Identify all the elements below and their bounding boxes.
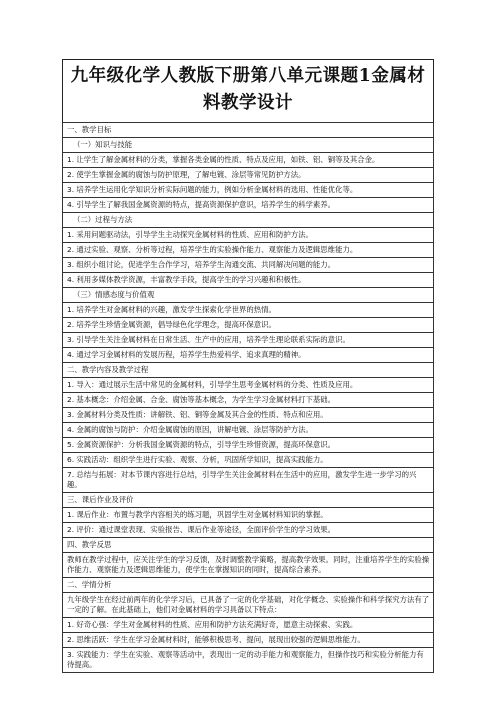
content-line: 3. 实践能力：学生在实验、观察等活动中，表现出一定的动手能力和观察能力，但操作技巧和实验分析能力有待提高。 (63, 648, 434, 673)
table-row (63, 138, 434, 153)
section-heading: 一、教学目标 (63, 123, 434, 138)
content-line: 1. 导入：通过展示生活中常见的金属材料，引导学生思考金属材料的分类、性质及应用。 (63, 378, 434, 393)
table-row (63, 123, 434, 138)
subsection-heading: （一）知识与技能 (63, 138, 434, 153)
content-line: 3. 组织小组讨论，促进学生合作学习，培养学生沟通交流、共同解决问题的能力。 (63, 258, 434, 273)
content-line: 九年级学生在经过前两年的化学学习后，已具备了一定的化学基础，对化学概念、实验操作和科学探究方法有了一定的了解。在此基础上，他们对金属材料的学习具备以下特点： (63, 593, 434, 618)
table-row (63, 423, 434, 438)
content-line: 1. 采用问题驱动法，引导学生主动探究金属材料的性质、应用和防护方法。 (63, 228, 434, 243)
table-row (63, 553, 434, 578)
table-row (63, 493, 434, 508)
document-title: 九年级化学人教版下册第八单元课题1金属材料教学设计 (62, 59, 434, 122)
table-row (63, 578, 434, 593)
table-row (63, 243, 434, 258)
section-heading: 二、学情分析 (63, 578, 434, 593)
table-row (63, 648, 434, 673)
table-row (63, 303, 434, 318)
content-table (62, 122, 434, 673)
table-row (63, 333, 434, 348)
table-row (63, 183, 434, 198)
content-line: 3. 培养学生运用化学知识分析实际问题的能力，例如分析金属材料的选用、性能优化等。 (63, 183, 434, 198)
table-row (63, 523, 434, 538)
table-row (63, 408, 434, 423)
content-line: 3. 引导学生关注金属材料在日常生活、生产中的应用，培养学生理论联系实际的意识。 (63, 333, 434, 348)
section-heading: 四、教学反思 (63, 538, 434, 553)
section-heading: 二、教学内容及教学过程 (63, 363, 434, 378)
content-line: 4. 通过学习金属材料的发展历程，培养学生热爱科学、追求真理的精神。 (63, 348, 434, 363)
table-row (63, 453, 434, 468)
content-line: 4. 金属的腐蚀与防护：介绍金属腐蚀的原因，讲解电镀、涂层等防护方法。 (63, 423, 434, 438)
content-line: 教师在教学过程中，应关注学生的学习反馈，及时调整教学策略，提高教学效果。同时，注重培养学生的实验操作能力、观察能力及逻辑思维能力，使学生在掌握知识的同时，提高综合素养。 (63, 553, 434, 578)
table-row (63, 468, 434, 493)
content-line: 4. 利用多媒体教学资源，丰富教学手段，提高学生的学习兴趣和积极性。 (63, 273, 434, 288)
content-line: 2. 评价：通过课堂表现、实验报告、课后作业等途径，全面评价学生的学习效果。 (63, 523, 434, 538)
content-line: 2. 思维活跃：学生在学习金属材料时，能够积极思考、提问，展现出较强的逻辑思维能力。 (63, 633, 434, 648)
content-line: 6. 实践活动：组织学生进行实验、观察、分析，巩固所学知识，提高实践能力。 (63, 453, 434, 468)
content-line: 7. 总结与拓展：对本节课内容进行总结，引导学生关注金属材料在生活中的应用，激发学生进一步学习的兴趣。 (63, 468, 434, 493)
table-row (63, 618, 434, 633)
content-line: 4. 引导学生了解我国金属资源的特点，提高资源保护意识，培养学生的科学素养。 (63, 198, 434, 213)
table-row (63, 258, 434, 273)
table-row (63, 378, 434, 393)
table-row (63, 288, 434, 303)
content-line: 3. 金属材料分类及性质：讲解铁、铝、铜等金属及其合金的性质、特点和应用。 (63, 408, 434, 423)
table-row (63, 228, 434, 243)
table-row (63, 438, 434, 453)
content-line: 1. 好奇心强：学生对金属材料的性质、应用和防护方法充满好奇，愿意主动探索、实践。 (63, 618, 434, 633)
section-heading: 三、课后作业及评价 (63, 493, 434, 508)
table-row (63, 348, 434, 363)
table-row (63, 508, 434, 523)
content-line: 1. 让学生了解金属材料的分类，掌握各类金属的性质、特点及应用，如铁、铝、铜等及其合金。 (63, 153, 434, 168)
content-line: 1. 课后作业：布置与教学内容相关的练习题，巩固学生对金属材料知识的掌握。 (63, 508, 434, 523)
table-row (63, 393, 434, 408)
content-line: 2. 使学生掌握金属的腐蚀与防护原理，了解电镀、涂层等常见防护方法。 (63, 168, 434, 183)
table-row (63, 198, 434, 213)
table-row (63, 213, 434, 228)
content-line: 5. 金属资源保护：分析我国金属资源的特点，引导学生珍惜资源，提高环保意识。 (63, 438, 434, 453)
document-page (62, 59, 434, 673)
table-row (63, 273, 434, 288)
table-row (63, 153, 434, 168)
content-line: 1. 培养学生对金属材料的兴趣，激发学生探索化学世界的热情。 (63, 303, 434, 318)
table-row (63, 318, 434, 333)
subsection-heading: （二）过程与方法 (63, 213, 434, 228)
table-row (63, 363, 434, 378)
table-row (63, 168, 434, 183)
content-line: 2. 基本概念：介绍金属、合金、腐蚀等基本概念，为学生学习金属材料打下基础。 (63, 393, 434, 408)
subsection-heading: （三）情感态度与价值观 (63, 288, 434, 303)
content-line: 2. 通过实验、观察、分析等过程，培养学生的实验操作能力、观察能力及逻辑思维能力。 (63, 243, 434, 258)
table-row (63, 633, 434, 648)
table-row (63, 593, 434, 618)
table-row (63, 538, 434, 553)
content-line: 2. 培养学生珍惜金属资源，倡导绿色化学理念，提高环保意识。 (63, 318, 434, 333)
